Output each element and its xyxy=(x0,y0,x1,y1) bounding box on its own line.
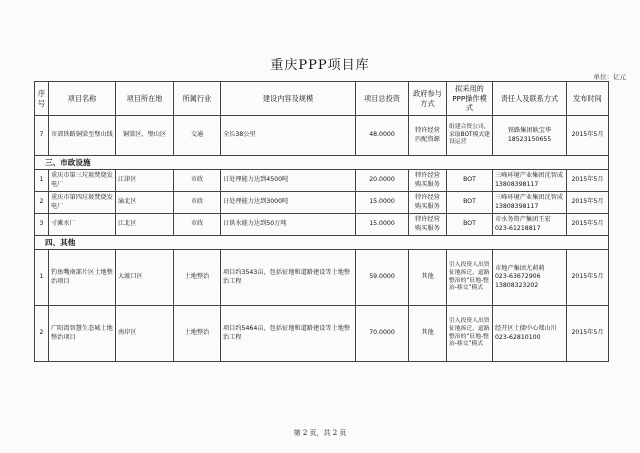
header-gov: 政府参与方式 xyxy=(409,82,447,116)
cell-no: 3 xyxy=(35,214,49,236)
page-number: 第 2 页，共 2 页 xyxy=(293,429,347,437)
section-heading: 三、市政设施 xyxy=(35,156,609,170)
section-row xyxy=(35,156,609,170)
cell-date: 2015年5月 xyxy=(567,306,609,362)
cell-date: 2015年5月 xyxy=(567,250,609,306)
header-mode: 拟采用的PPP操作模式 xyxy=(447,82,493,116)
cell-mode: 引入投资人出资征地拆迁、道路整治的“征地-整治-移交”模式 xyxy=(447,250,493,306)
cell-date: 2015年5月 xyxy=(567,192,609,214)
cell-location: 南岸区 xyxy=(116,306,174,362)
table-row xyxy=(35,214,609,236)
cell-name: 钓鱼嘴南部片区土地整治项目 xyxy=(49,250,116,306)
header-no: 序号 xyxy=(35,82,49,116)
cell-industry: 土地整治 xyxy=(174,250,221,306)
cell-industry: 市政 xyxy=(174,192,221,214)
cell-contact: 三峰环境产业集团沈智成 13808398117 xyxy=(493,192,567,214)
cell-date: 2015年5月 xyxy=(567,214,609,236)
cell-location: 江北区 xyxy=(116,214,174,236)
header-date: 发布时间 xyxy=(567,82,609,116)
table-row xyxy=(35,192,609,214)
cell-name: 寸滩水厂 xyxy=(49,214,116,236)
table-row xyxy=(35,170,609,192)
cell-content: 全长38公里 xyxy=(221,116,356,156)
cell-invest: 15.0000 xyxy=(356,214,409,236)
cell-industry: 市政 xyxy=(174,214,221,236)
cell-mode: 引入投资人出资征地拆迁、道路整治的“征地-整治-移交”模式 xyxy=(447,306,493,362)
header-name: 项目名称 xyxy=(49,82,116,116)
cell-industry: 土地整治 xyxy=(174,306,221,362)
cell-name: 重庆市第四垃圾焚烧发电厂 xyxy=(49,192,116,214)
cell-no: 1 xyxy=(35,170,49,192)
cell-contact: 市地产集团尤莉莉 023-63672906 13808323202 xyxy=(493,250,567,306)
cell-industry: 交通 xyxy=(174,116,221,156)
header-content: 建设内容及规模 xyxy=(221,82,356,116)
cell-name: 广阳湾智慧生态城土地整治项目 xyxy=(49,306,116,362)
cell-mode: 组建合资公司，采取BOT模式建设运营 xyxy=(447,116,493,156)
project-table xyxy=(34,81,609,362)
unit-label: 单位：亿元 xyxy=(593,73,626,81)
cell-industry: 市政 xyxy=(174,170,221,192)
header-industry: 所属行业 xyxy=(174,82,221,116)
cell-date: 2015年5月 xyxy=(567,116,609,156)
cell-no: 1 xyxy=(35,250,49,306)
cell-mode: BOT xyxy=(447,192,493,214)
cell-location: 铜梁区、璧山区 xyxy=(116,116,174,156)
section-row xyxy=(35,236,609,250)
cell-gov: 特许经营 购买服务 xyxy=(409,192,447,214)
cell-no: 2 xyxy=(35,306,49,362)
cell-contact: 市水务资产集团王宏 023-61218817 xyxy=(493,214,567,236)
cell-no: 2 xyxy=(35,192,49,214)
header-location: 项目所在地 xyxy=(116,82,174,116)
section-heading: 四、其他 xyxy=(35,236,609,250)
cell-content: 项目约3543亩，包括征地和道路建设等土地整治工程 xyxy=(221,250,356,306)
header-row xyxy=(35,82,609,116)
cell-name: 重庆市第三垃圾焚烧发电厂 xyxy=(49,170,116,192)
cell-invest: 70.0000 xyxy=(356,306,409,362)
cell-date: 2015年5月 xyxy=(567,170,609,192)
cell-invest: 59.0000 xyxy=(356,250,409,306)
cell-content: 日处理能力达到4500吨 xyxy=(221,170,356,192)
cell-invest: 20.0000 xyxy=(356,170,409,192)
cell-contact: 铁路集团耿宝华 18523150655 xyxy=(493,116,567,156)
cell-gov: 特许经营 购买服务 xyxy=(409,170,447,192)
cell-no: 7 xyxy=(35,116,49,156)
cell-location: 大渡口区 xyxy=(116,250,174,306)
cell-contact: 三峰环境产业集团沈智成 13808398117 xyxy=(493,170,567,192)
table-row xyxy=(35,250,609,306)
cell-location: 江津区 xyxy=(116,170,174,192)
cell-name: 市郊铁路铜梁至璧山线 xyxy=(49,116,116,156)
cell-content: 日处理能力达到3000吨 xyxy=(221,192,356,214)
table-row xyxy=(35,306,609,362)
cell-content: 项目约5464亩，包括征地和道路建设等土地整治工程 xyxy=(221,306,356,362)
header-invest: 项目总投资 xyxy=(356,82,409,116)
cell-location: 渝北区 xyxy=(116,192,174,214)
cell-invest: 15.0000 xyxy=(356,192,409,214)
cell-gov: 特许经营 匹配资源 xyxy=(409,116,447,156)
cell-mode: BOT xyxy=(447,170,493,192)
cell-invest: 48.0000 xyxy=(356,116,409,156)
cell-content: 日供水能力达到50万吨 xyxy=(221,214,356,236)
cell-mode: BOT xyxy=(447,214,493,236)
cell-gov: 其他 xyxy=(409,306,447,362)
cell-gov: 特许经营 购买服务 xyxy=(409,214,447,236)
cell-contact: 经开区土储中心郑山川 023-62810100 xyxy=(493,306,567,362)
table-row xyxy=(35,116,609,156)
header-contact: 责任人及联系方式 xyxy=(493,82,567,116)
page-title: 重庆PPP项目库 xyxy=(270,58,370,73)
cell-gov: 其他 xyxy=(409,250,447,306)
